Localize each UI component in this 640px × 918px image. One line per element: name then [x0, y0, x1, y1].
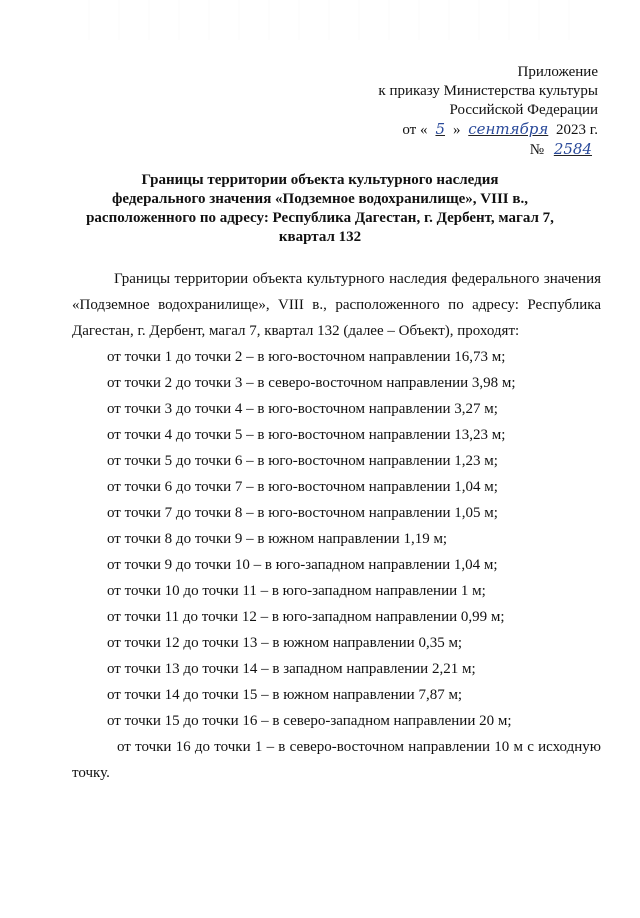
title-line-2: федерального значения «Подземное водохранилище», VIII в., — [111, 191, 528, 207]
boundary-point: от точки 2 до точки 3 – в северо-восточном направлении 3,98 м; — [107, 375, 516, 391]
appendix-header — [378, 63, 598, 160]
appendix-date-line — [378, 120, 598, 140]
title-line-4: квартал 132 — [278, 229, 362, 245]
appendix-federation: Российской Федерации — [449, 102, 598, 118]
boundary-point: от точки 1 до точки 2 – в юго-восточном направлении 16,73 м; — [107, 349, 506, 365]
boundary-point-last: от точки 16 до точки 1 – в северо-восточном направлении 10 м с исходную точку. — [72, 739, 601, 781]
title-line-3: расположенного по адресу: Республика Дагестан, г. Дербент, магал 7, — [86, 210, 554, 226]
date-prefix: от « — [402, 122, 428, 138]
boundary-point: от точки 7 до точки 8 – в юго-восточном направлении 1,05 м; — [107, 505, 498, 521]
document-title — [70, 171, 570, 247]
scan-artifact — [60, 0, 580, 40]
date-day: 5 — [435, 120, 446, 138]
boundary-point: от точки 4 до точки 5 – в юго-восточном направлении 13,23 м; — [107, 427, 506, 443]
date-month: сентября — [468, 120, 549, 138]
document-body — [72, 266, 601, 786]
date-mid: » — [453, 122, 461, 138]
number-prefix: № — [529, 142, 545, 158]
boundary-point: от точки 6 до точки 7 – в юго-восточном направлении 1,04 м; — [107, 479, 498, 495]
boundary-point: от точки 14 до точки 15 – в южном направлении 7,87 м; — [107, 687, 463, 703]
boundary-point: от точки 3 до точки 4 – в юго-восточном направлении 3,27 м; — [107, 401, 498, 417]
boundary-point: от точки 13 до точки 14 – в западном направлении 2,21 м; — [107, 661, 476, 677]
appendix-order-ref: к приказу Министерства культуры — [378, 83, 598, 99]
boundary-point: от точки 9 до точки 10 – в юго-западном направлении 1,04 м; — [107, 557, 498, 573]
number-value: 2584 — [553, 140, 592, 158]
boundary-point: от точки 10 до точки 11 – в юго-западном направлении 1 м; — [107, 583, 486, 599]
boundary-point: от точки 8 до точки 9 – в южном направлении 1,19 м; — [107, 531, 448, 547]
appendix-number-line — [378, 140, 598, 160]
date-year: 2023 г. — [556, 122, 598, 138]
intro-paragraph: Границы территории объекта культурного наследия федерального значения «Подземное водохранилище», VIII в., расположенного по адресу: Республика Дагестан, г. Дербент, магал 7, квартал 132 (далее – Объект), проходят: — [72, 271, 601, 339]
boundary-point: от точки 15 до точки 16 – в северо-западном направлении 20 м; — [107, 713, 512, 729]
boundary-point: от точки 5 до точки 6 – в юго-восточном направлении 1,23 м; — [107, 453, 498, 469]
title-line-1: Границы территории объекта культурного наследия — [141, 172, 499, 188]
boundary-point: от точки 11 до точки 12 – в юго-западном направлении 0,99 м; — [107, 609, 505, 625]
appendix-title: Приложение — [517, 64, 598, 80]
boundary-point: от точки 12 до точки 13 – в южном направлении 0,35 м; — [107, 635, 463, 651]
